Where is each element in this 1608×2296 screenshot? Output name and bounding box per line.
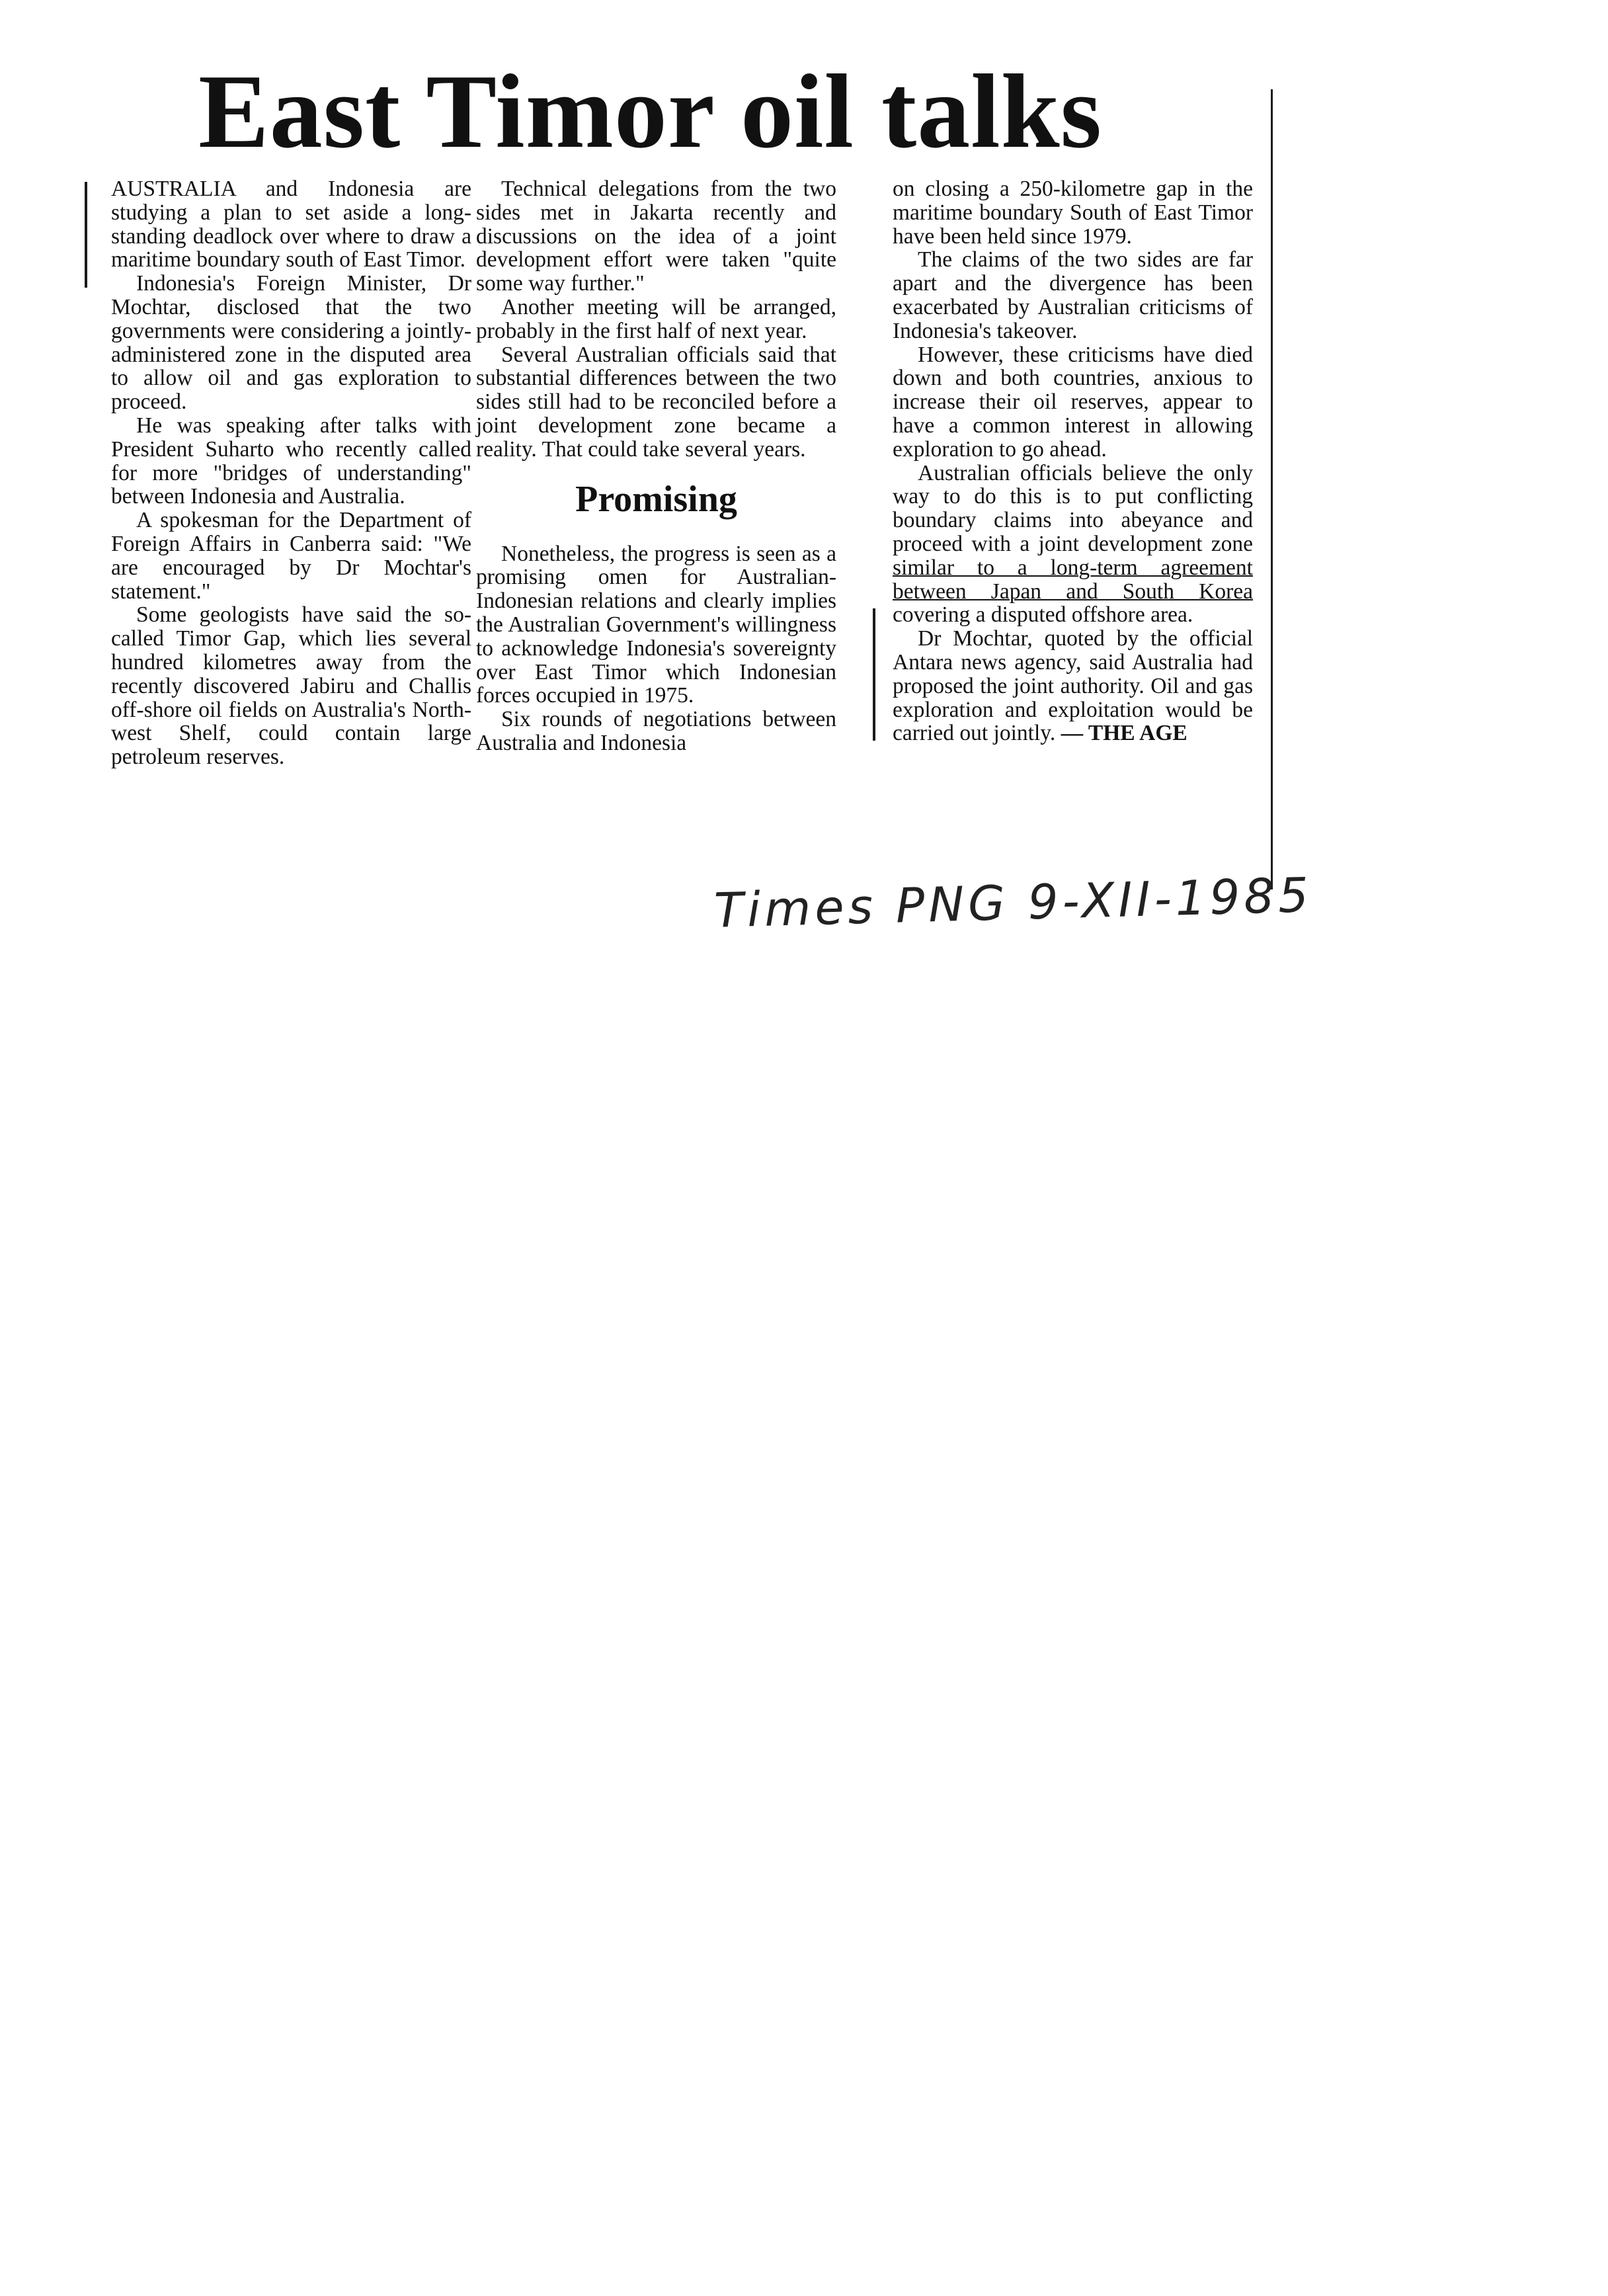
paragraph — [893, 462, 1253, 628]
column-1 — [111, 177, 471, 769]
paragraph: However, these criticisms have died down and both countries, anxious to increase their oil reserves, appear to have a common interest in allowing exploration to go ahead. — [893, 342, 1253, 462]
paragraph — [893, 627, 1253, 745]
paragraph-text: Dr Mochtar, quoted by the official Antara news agency, said Australia had proposed the joint authority. Oil and gas exploration and exploitation would be carried out jointly. — [893, 626, 1253, 746]
underlined-text: similar to a long-term agreement between Japan and South Korea — [893, 555, 1253, 604]
margin-mark — [873, 608, 875, 741]
paragraph-text: covering a disputed offshore area. — [893, 602, 1193, 628]
margin-mark — [1271, 89, 1273, 889]
paragraph: A spokesman for the Department of Foreign Affairs in Canberra said: "We are encouraged by Dr Mochtar's statement." — [111, 508, 471, 604]
paragraph: Indonesia's Foreign Minister, Dr Mochtar, disclosed that the two governments were considering a jointly-administered zone in the disputed area to allow oil and gas exploration to proceed. — [111, 271, 471, 415]
column-3 — [893, 177, 1253, 745]
paragraph: He was speaking after talks with President Suharto who recently called for more "bridges of understanding" between Indonesia and Australia. — [111, 413, 471, 509]
paragraph: Technical delegations from the two sides met in Jakarta recently and discussions on the idea of a joint development effort were taken "quite some way further." — [476, 177, 836, 296]
paragraph: on closing a 250-kilometre gap in the maritime boundary South of East Timor have been held since 1979. — [893, 177, 1253, 249]
paragraph: Another meeting will be arranged, probably in the first half of next year. — [476, 294, 836, 343]
paragraph: Nonetheless, the progress is seen as a promising omen for Australian-Indonesian relations and clearly implies the Australian Government's willingness to acknowledge Indonesia's sovereignty over East Timor which Indonesian forces occupied in 1975. — [476, 541, 836, 708]
handwritten-source-note: Times PNG 9-XII-1985 — [713, 867, 1313, 938]
margin-mark — [85, 182, 87, 288]
source-signature: — THE AGE — [1061, 721, 1187, 746]
paragraph: The claims of the two sides are far apart and the divergence has been exacerbated by Australian criticisms of Indonesia's takeover. — [893, 247, 1253, 343]
paragraph: Six rounds of negotiations between Australia and Indonesia — [476, 707, 836, 755]
column-2 — [476, 177, 836, 755]
paragraph-text: Australian officials believe the only way to do this is to put conflicting boundary claims into abeyance and proceed with a joint development zone — [893, 460, 1253, 556]
paragraph: Several Australian officials said that substantial differences between the two sides still had to be reconciled before a joint development zone became a reality. That could take several years. — [476, 342, 836, 462]
paragraph: Some geologists have said the so-called Timor Gap, which lies several hundred kilometres away from the recently discovered Jabiru and Challis off-shore oil fields on Australia's North-west Shelf, could contain large petroleum reserves. — [111, 602, 471, 770]
headline: East Timor oil talks — [198, 52, 1102, 170]
paragraph: AUSTRALIA and Indonesia are studying a plan to set aside a long-standing deadlock over where to draw a maritime boundary south of East Timor. — [111, 177, 471, 272]
subheading: Promising — [575, 478, 737, 520]
